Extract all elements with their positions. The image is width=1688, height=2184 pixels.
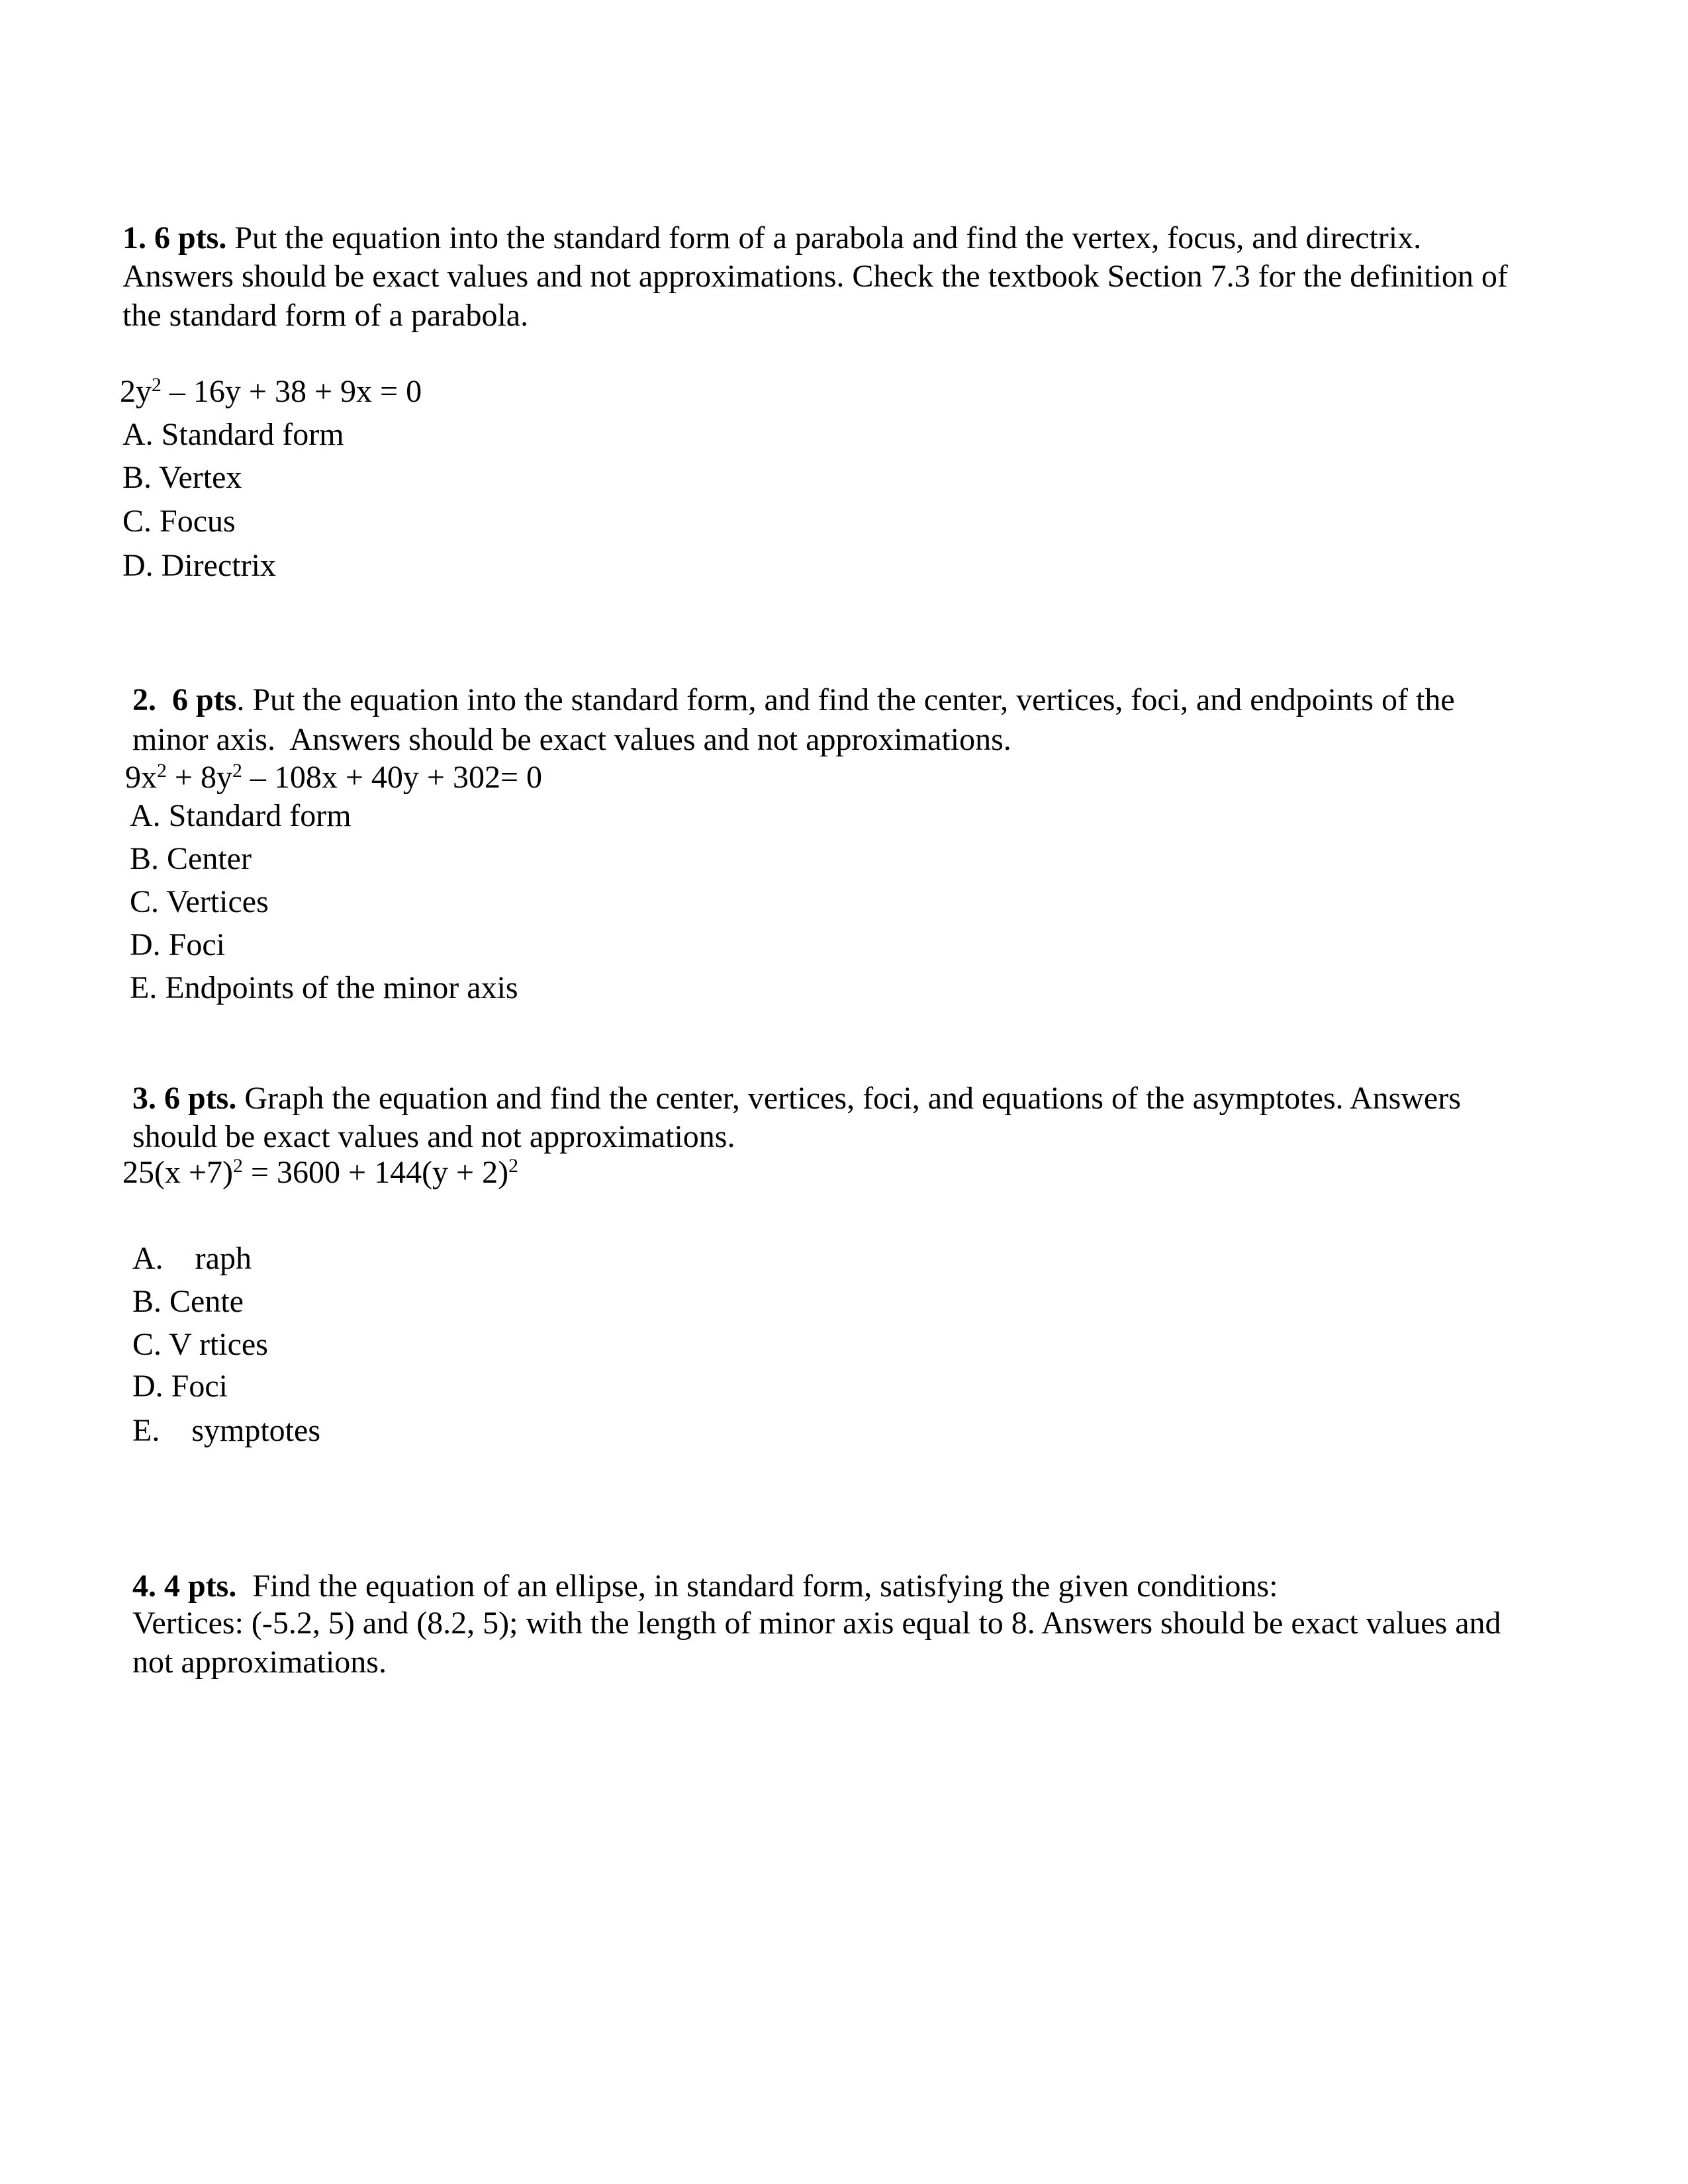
equation-superscript: 2: [233, 1154, 243, 1177]
problem-1-number-points: 1. 6 pts.: [122, 220, 227, 255]
equation-text: 25(x +7): [122, 1155, 234, 1190]
problem-3-item-a: A. raph: [132, 1241, 252, 1276]
equation-text: + 8y: [166, 760, 232, 795]
problem-2-intro-text: . Put the equation into the standard form, and find the center, vertices, foci, and endpoints of the: [236, 682, 1455, 717]
equation-superscript: 2: [157, 759, 167, 782]
problem-2-equation: [125, 758, 542, 801]
problem-1-intro-line-2: Answers should be exact values and not approximations. Check the textbook Section 7.3 for the definition of: [122, 259, 1508, 294]
problem-2-intro-line-2: minor axis. Answers should be exact values and not approximations.: [132, 722, 1011, 757]
problem-3-number-points: 3. 6 pts.: [132, 1081, 237, 1116]
problem-1-item-b: B. Vertex: [122, 460, 242, 495]
problem-1-intro-line-1: [122, 218, 1421, 258]
problem-2-intro-line-1: [132, 680, 1455, 720]
problem-4-intro-line-2: Vertices: (-5.2, 5) and (8.2, 5); with the length of minor axis equal to 8. Answers should be exact values and: [132, 1606, 1501, 1641]
equation-text: – 108x + 40y + 302= 0: [242, 760, 543, 795]
problem-1-intro-text: Put the equation into the standard form of a parabola and find the vertex, focus, and directrix.: [226, 220, 1422, 255]
equation-text: 2y: [120, 374, 152, 409]
problem-2-item-d: D. Foci: [130, 927, 225, 962]
problem-1-equation: [120, 372, 422, 416]
problem-4-intro-line-1: [132, 1567, 1278, 1606]
problem-3-item-d: D. Foci: [132, 1369, 228, 1404]
problem-2-item-a: A. Standard form: [130, 798, 352, 833]
problem-1-intro-line-3: the standard form of a parabola.: [122, 298, 529, 333]
problem-1-item-d: D. Directrix: [122, 548, 276, 583]
problem-3-intro-line-1: [132, 1079, 1461, 1118]
problem-2-number-points: 2. 6 pts: [132, 682, 237, 717]
equation-superscript: 2: [152, 373, 162, 396]
problem-1-item-c: C. Focus: [122, 504, 236, 539]
equation-text: 9x: [125, 760, 157, 795]
problem-3-item-b: B. Cente: [132, 1284, 244, 1319]
equation-text: – 16y + 38 + 9x = 0: [161, 374, 422, 409]
problem-3-intro-line-2: should be exact values and not approximations.: [132, 1119, 735, 1154]
problem-4-intro-text: Find the equation of an ellipse, in standard form, satisfying the given conditions:: [236, 1569, 1278, 1604]
problem-3-intro-text: Graph the equation and find the center, vertices, foci, and equations of the asymptotes. Answers: [236, 1081, 1461, 1116]
problem-2-item-b: B. Center: [130, 841, 252, 876]
problem-4-intro-line-3: not approximations.: [132, 1645, 387, 1680]
problem-4-number-points: 4. 4 pts.: [132, 1569, 237, 1604]
problem-1-item-a: A. Standard form: [122, 417, 344, 452]
problem-2-item-e: E. Endpoints of the minor axis: [130, 970, 518, 1005]
equation-text: = 3600 + 144(y + 2): [242, 1155, 509, 1190]
equation-superscript: 2: [232, 759, 242, 782]
problem-3-equation: [122, 1153, 518, 1197]
problem-2-item-c: C. Vertices: [130, 884, 269, 919]
equation-superscript: 2: [508, 1154, 518, 1177]
problem-3-item-c: C. V rtices: [132, 1327, 268, 1362]
problem-3-item-e: E. symptotes: [132, 1413, 320, 1448]
